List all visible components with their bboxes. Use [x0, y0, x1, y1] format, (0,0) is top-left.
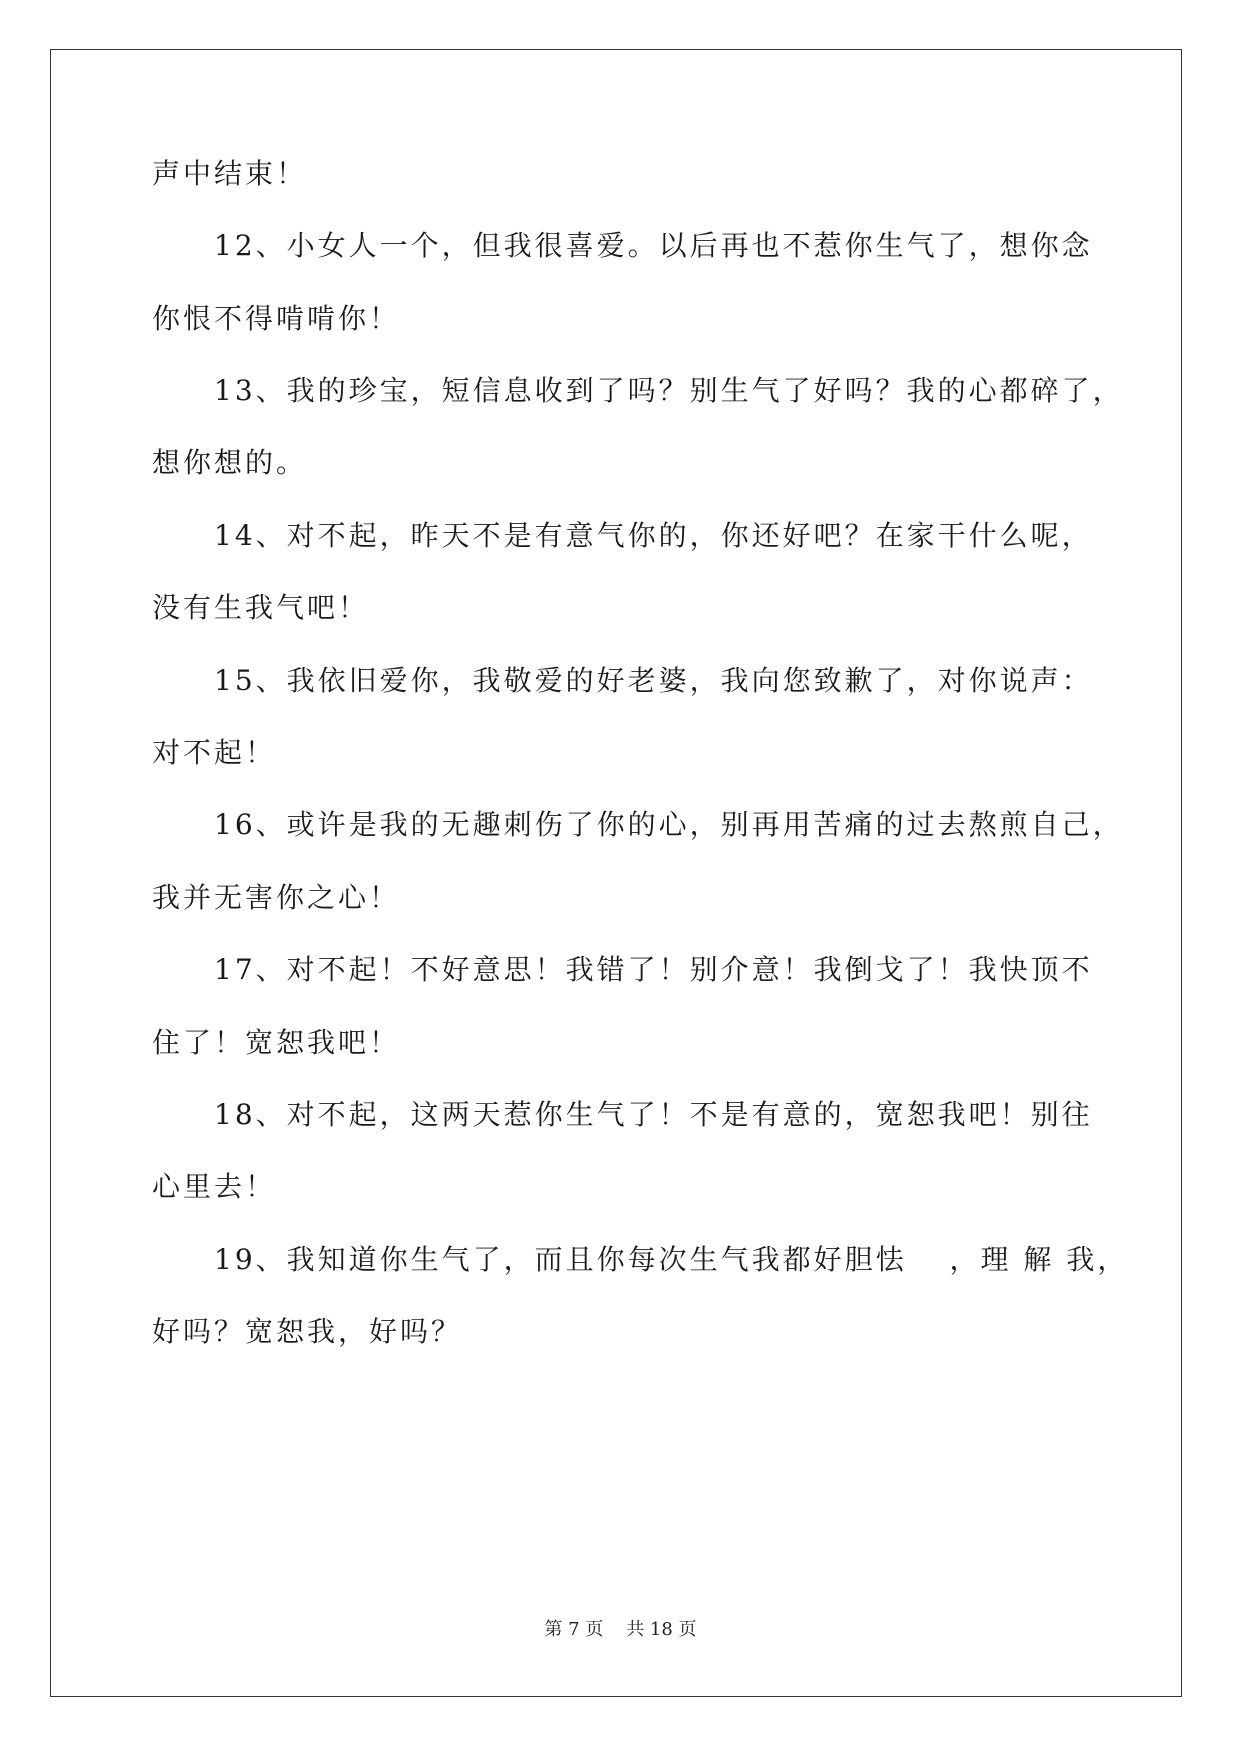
paragraph-19-line-2: 好吗？宽恕我，好吗？ — [152, 1315, 463, 1348]
paragraph-15-line-2: 对不起！ — [152, 736, 277, 769]
paragraph-18-line-2: 心里去！ — [152, 1170, 277, 1203]
paragraph-12-line-2: 你恨不得啃啃你！ — [152, 302, 401, 335]
paragraph-17-line-1: 17、对不起！不好意思！我错了！别介意！我倒戈了！我快顶不 — [214, 953, 1093, 986]
text-line: 声中结束！ — [152, 157, 308, 190]
page-border — [50, 49, 1182, 1697]
paragraph-15-line-1: 15、我依旧爱你，我敬爱的好老婆，我向您致歉了，对你说声： — [214, 664, 1093, 697]
paragraph-13-line-1: 13、我的珍宝，短信息收到了吗？别生气了好吗？我的心都碎了， — [214, 374, 1124, 407]
paragraph-14-line-2: 没有生我气吧！ — [152, 591, 370, 624]
paragraph-14-line-1: 14、对不起，昨天不是有意气你的，你还好吧？在家干什么呢， — [214, 519, 1093, 552]
paragraph-16-line-1: 16、或许是我的无趣刺伤了你的心，别再用苦痛的过去熬煎自己， — [214, 808, 1124, 841]
paragraph-18-line-1: 18、对不起，这两天惹你生气了！不是有意的，宽恕我吧！别往 — [214, 1098, 1093, 1131]
paragraph-12-line-1: 12、小女人一个，但我很喜爱。以后再也不惹你生气了，想你念 — [214, 229, 1093, 262]
paragraph-17-line-2: 住了！宽恕我吧！ — [152, 1026, 401, 1059]
page-number-footer: 第 7 页 共 18 页 — [544, 1619, 697, 1640]
paragraph-16-line-2: 我并无害你之心！ — [152, 881, 401, 914]
paragraph-19-line-1: 19、我知道你生气了，而且你每次生气我都好胆怯 ，理 解 我， — [214, 1243, 1129, 1276]
paragraph-13-line-2: 想你想的。 — [152, 446, 308, 479]
